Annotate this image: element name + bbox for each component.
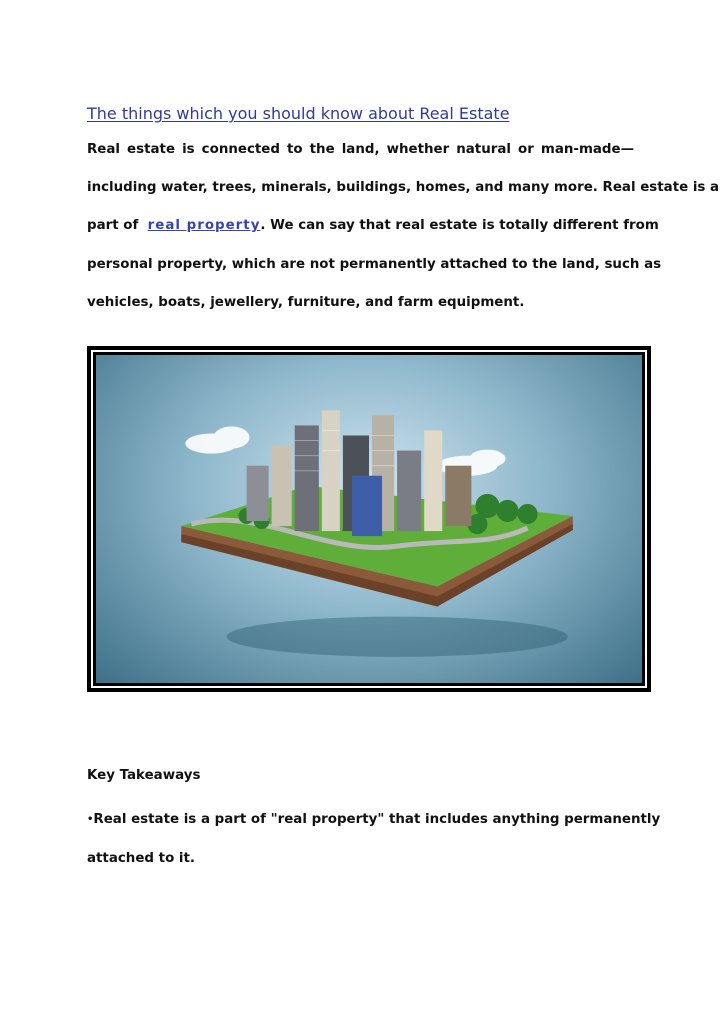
real-property-link[interactable]: real property bbox=[147, 218, 261, 233]
intro-line-2: including water, trees, minerals, buildings, homes, and many more. Real estate is a bbox=[87, 180, 720, 195]
intro-line-4: personal property, which are not permanently attached to the land, such as bbox=[87, 257, 662, 272]
intro-line-3-prefix: part of bbox=[87, 218, 139, 233]
real-estate-image bbox=[87, 346, 651, 692]
intro-line-3 bbox=[87, 218, 659, 233]
bullet-icon: • bbox=[87, 814, 94, 825]
key-takeaway-item bbox=[87, 812, 660, 827]
intro-line-1: Real estate is connected to the land, whether natural or man-made— bbox=[87, 142, 634, 157]
page-title[interactable]: The things which you should know about Real Estate bbox=[87, 104, 510, 123]
key-takeaways-heading: Key Takeaways bbox=[87, 768, 201, 783]
key-takeaway-text: Real estate is a part of "real property" that includes anything permanently bbox=[93, 812, 661, 827]
floating-city-illustration bbox=[96, 355, 642, 683]
intro-line-5: vehicles, boats, jewellery, furniture, and farm equipment. bbox=[87, 295, 525, 310]
key-takeaway-item-continued: attached to it. bbox=[87, 851, 196, 866]
intro-line-3-suffix: . We can say that real estate is totally different from bbox=[260, 218, 659, 233]
